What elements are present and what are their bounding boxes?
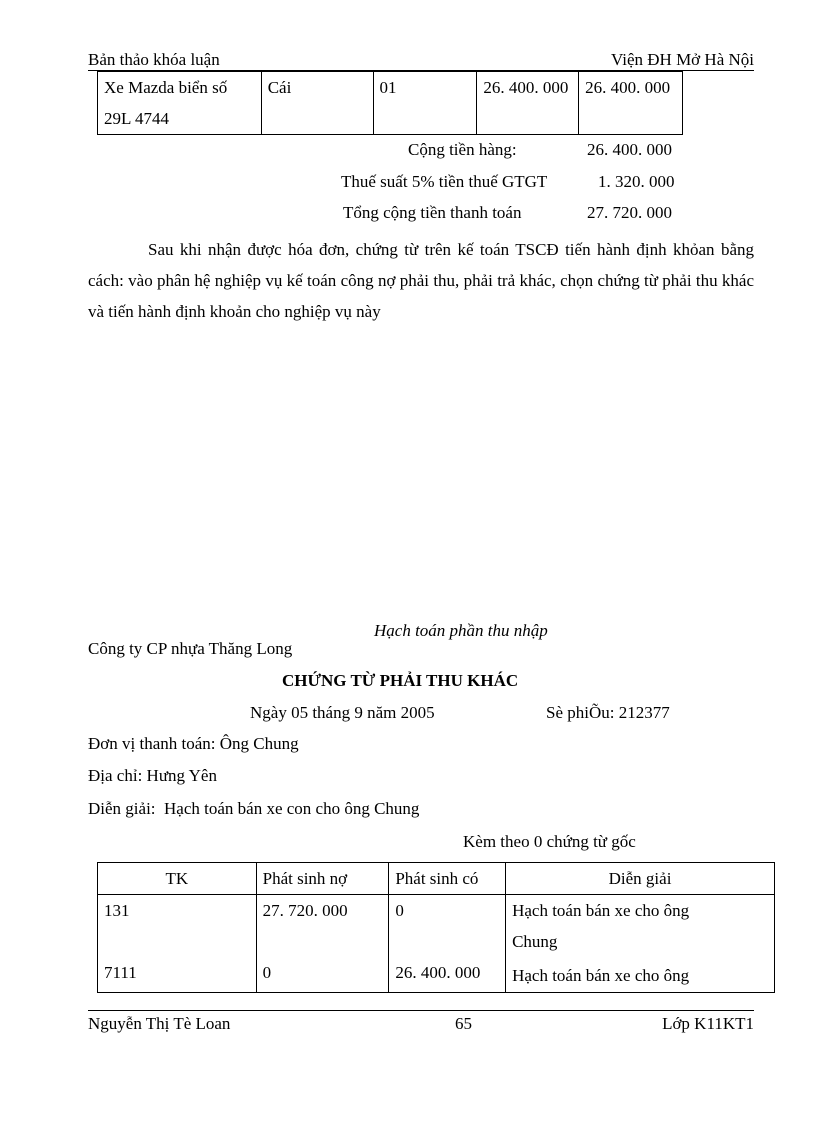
description-line: Diễn giải: Hạch toán bán xe con cho ông Chung bbox=[88, 799, 420, 818]
header-right: Viện ĐH Mở Hà Nội bbox=[610, 50, 754, 69]
subtotal-value: 26. 400. 000 bbox=[587, 140, 672, 159]
header-left: Bản thảo khóa luận bbox=[88, 50, 220, 69]
column-header-debit: Phát sinh nợ bbox=[256, 863, 389, 895]
voucher-number: Sè phiÕu: 212377 bbox=[546, 703, 670, 722]
invoice-item-table bbox=[97, 71, 683, 135]
subtotal-label: Cộng tiền hàng: bbox=[408, 140, 517, 159]
unit-cell: Cái bbox=[261, 72, 373, 135]
tk-cell bbox=[98, 895, 257, 993]
column-header-description: Diễn giải bbox=[506, 863, 775, 895]
credit-value: 0 bbox=[395, 901, 404, 920]
tk-value: 131 bbox=[104, 901, 130, 920]
debit-value: 27. 720. 000 bbox=[262, 901, 348, 920]
table-row bbox=[98, 72, 683, 135]
footer-author: Nguyễn Thị Tè Loan bbox=[88, 1014, 231, 1033]
debit-value: 0 bbox=[262, 963, 272, 982]
credit-cell bbox=[389, 895, 506, 993]
amount-cell: 26. 400. 000 bbox=[579, 72, 683, 135]
voucher-title: CHỨNG TỪ PHẢI THU KHÁC bbox=[282, 671, 519, 690]
table-header-row bbox=[98, 863, 775, 895]
section-caption: Hạch toán phần thu nhập bbox=[374, 621, 548, 640]
body-paragraph: Sau khi nhận được hóa đơn, chứng từ trên kế toán TSCĐ tiến hành định khỏan bằng cách: vào phân hệ nghiệp vụ kế toán công nợ phải thu, phải trả khác, chọn chứng từ phải thu khác và tiến hành định khoản cho nghiệp vụ này bbox=[88, 240, 754, 321]
table-row bbox=[98, 895, 775, 993]
description-value: Hạch toán bán xe cho ông Chung bbox=[512, 901, 690, 951]
voucher-date: Ngày 05 tháng 9 năm 2005 bbox=[250, 703, 435, 722]
footer-divider bbox=[88, 1010, 754, 1011]
address-line: Địa chỉ: Hưng Yên bbox=[88, 766, 217, 785]
company-name: Công ty CP nhựa Thăng Long bbox=[88, 639, 293, 658]
quantity-cell: 01 bbox=[373, 72, 477, 135]
total-label: Tổng cộng tiền thanh toán bbox=[343, 203, 522, 222]
debit-cell bbox=[256, 895, 389, 993]
credit-value: 26. 400. 000 bbox=[395, 963, 481, 982]
payer-line: Đơn vị thanh toán: Ông Chung bbox=[88, 734, 299, 753]
description-value: Hạch toán bán xe cho ông bbox=[512, 966, 690, 985]
total-value: 27. 720. 000 bbox=[587, 203, 672, 222]
tax-value: 1. 320. 000 bbox=[598, 172, 675, 191]
page-number: 65 bbox=[455, 1014, 472, 1033]
tk-value: 7111 bbox=[104, 963, 137, 982]
unit-price-cell: 26. 400. 000 bbox=[477, 72, 579, 135]
column-header-tk: TK bbox=[98, 863, 257, 895]
attachments-line: Kèm theo 0 chứng từ gốc bbox=[463, 832, 636, 851]
description-cell bbox=[506, 895, 775, 993]
footer-class: Lớp K11KT1 bbox=[662, 1014, 754, 1033]
voucher-table bbox=[97, 862, 775, 993]
column-header-credit: Phát sinh có bbox=[389, 863, 506, 895]
item-name-cell: Xe Mazda biển số 29L 4744 bbox=[98, 72, 262, 135]
tax-label: Thuế suất 5% tiền thuế GTGT bbox=[341, 172, 548, 191]
